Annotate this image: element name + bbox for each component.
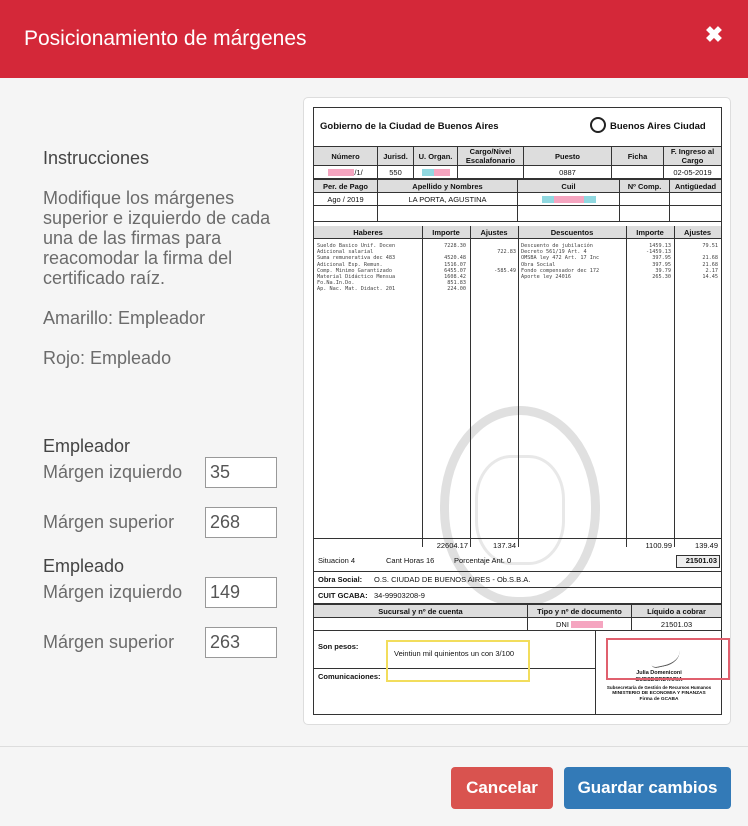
employer-section-title: Empleador xyxy=(43,436,131,456)
redaction-mark xyxy=(542,196,554,203)
unidad-cell xyxy=(414,166,458,179)
employee-top-margin-input[interactable] xyxy=(205,627,277,658)
legend-employer: Amarillo: Empleador xyxy=(43,308,206,328)
certificate-preview xyxy=(303,97,731,725)
employee-left-label: Márgen izquierdo xyxy=(43,582,183,602)
employer-left-margin-input[interactable] xyxy=(205,457,277,488)
instructions-text: Modifique los márgenes superior e izquierdo de cada una de las firmas para reacomodar la firma del certificado raíz. xyxy=(43,188,271,288)
redaction-mark xyxy=(571,621,603,628)
payment-info-table: Per. de Pago Apellido y Nombres Cuil Nº Comp. Antigüedad Ago / 2019 LA PORTA, AGUSTINA xyxy=(313,179,722,222)
dni-cell: DNI xyxy=(528,618,632,631)
legend-employee: Rojo: Empleado xyxy=(43,348,172,368)
employee-section-title: Empleado xyxy=(43,556,125,576)
payment-account-table: Sucursal y nº de cuenta Tipo y nº de documento Líquido a cobrar DNI 21501.03 xyxy=(313,604,722,631)
earnings-list: Sueldo Basico Unif. Docen Adicional salarial Suma remunerativa dec 483 Adicional Esp. Remun. Comp. Minimo Garantizado Material Didáctico Mensua Fo.Na.In.Do. Ap. Nac. Mat. Didact. 201 xyxy=(317,243,396,293)
employee-signature-box[interactable] xyxy=(606,638,730,680)
deductions-amounts: 1459.13 -1459.13 397.95 397.95 39.79 265.30 xyxy=(646,243,671,281)
redaction-mark xyxy=(422,169,434,176)
close-icon[interactable]: ✖ xyxy=(704,22,724,47)
totals-row: 22604.17 137.34 1100.99 139.49 xyxy=(314,538,721,552)
brand-name: Buenos Aires Ciudad xyxy=(610,121,706,132)
earnings-deductions-area: Haberes Importe Ajustes Descuentos Importe Ajustes Sueldo Basico Unif. Docen Adicional salarial Suma remunerativa dec 483 Adicional Esp. Remun. Comp. Minimo Garantizado Material Didáctico Mensua Fo.Na.In.Do. Ap. Nac. Mat. Didact. 201 7228.30 4520.48 1516.07 6455.07 1608.42 851.83 224.00 722.83 -585.49 Descuento de jubilación Decreto 561/19 Art. 4 OMSBA ley 472 Art. 17 Inc Obra Social Fondo compensador dec 172 Aporte ley 24016 1459.13 -1459.13 397.95 397.95 39.79 265.30 79.51 21.68 21.68 2.17 14.45 xyxy=(314,226,721,536)
employee-top-label: Márgen superior xyxy=(43,632,175,652)
redaction-mark xyxy=(554,196,584,203)
earnings-adjustments: 722.83 -585.49 xyxy=(494,249,516,274)
document-header xyxy=(314,108,721,146)
net-amount: 21501.03 xyxy=(676,555,720,568)
redaction-mark xyxy=(434,169,450,176)
employer-left-label: Márgen izquierdo xyxy=(43,462,183,482)
payslip-document: Gobierno de la Ciudad de Buenos Aires Buenos Aires Ciudad Número Jurisd. U. Organ. Cargo/Nivel Escalafonario Puesto Ficha F. Ingreso al Cargo /1/ 550 0887 02-05-2019 Per. de Pago Apellido y Nombres Cuil Nº Comp. Antigüedad Ago / 2019 LA PORTA, AGUSTINA Haberes Importe Ajustes Descuentos Importe Ajustes Sueldo Basico Unif. Docen Adicional salarial Suma remunerativa dec 483 Adicional Esp. Remun. Comp. Minimo Garantizado Material Didáctico Mensua Fo.Na.In.Do. Ap. Nac. Mat. Didact. 201 7228.30 4520.48 1516.07 6455.07 1608.42 851.83 224.00 722.83 -585.49 Descuento de jubilación Decreto 561/19 Art. 4 OMSBA ley 472 Art. 17 Inc Obra Social Fondo compensador dec 172 Aporte ley 24016 1459.13 -1459.13 397.95 397.95 39.79 265.30 79.51 21.68 21.68 2.17 14.45 22604.17 137.34 1100.99 139.49 Situacion 4 Cant Horas 16 Porcentaje Ant. 0 21501.03 Obra Social: O.S. CIUDAD DE BUENOS AIRES - Ob.S.B.A. CUIT GCABA: 34-99903208-9 Sucursal y nº de cuenta Tipo y nº de documento Líquido a cobrar DNI 21501.03 Son pesos: Veintiun mil quinientos un con 3/100 Comunicaciones: Julia Domeniconi SUBSECRETARIA Subsecretaría de Gestión de Recursos Humanos MINISTERIO DE ECONOMIA Y FINANZAS Firma de GCABA xyxy=(313,107,722,715)
numero-cell: /1/ xyxy=(314,166,378,179)
employer-top-label: Márgen superior xyxy=(43,512,175,532)
redaction-mark xyxy=(328,169,354,176)
redaction-mark xyxy=(584,196,596,203)
deductions-list: Descuento de jubilación Decreto 561/19 Art. 4 OMSBA ley 472 Art. 17 Inc Obra Social Fondo compensador dec 172 Aporte ley 24016 xyxy=(521,243,600,281)
cancel-button[interactable]: Cancelar xyxy=(451,767,553,809)
employer-signature-box[interactable] xyxy=(386,640,530,682)
government-name: Gobierno de la Ciudad de Buenos Aires xyxy=(320,121,499,132)
ba-logo-icon xyxy=(590,117,606,133)
deductions-adjustments: 79.51 21.68 21.68 2.17 14.45 xyxy=(702,243,718,281)
save-changes-button[interactable]: Guardar cambios xyxy=(564,767,731,809)
modal-title: Posicionamiento de márgenes xyxy=(24,27,307,50)
earnings-amounts: 7228.30 4520.48 1516.07 6455.07 1608.42 851.83 224.00 xyxy=(444,243,466,293)
employer-top-margin-input[interactable] xyxy=(205,507,277,538)
employee-left-margin-input[interactable] xyxy=(205,577,277,608)
employee-info-table: Número Jurisd. U. Organ. Cargo/Nivel Escalafonario Puesto Ficha F. Ingreso al Cargo /1/ 550 0887 02-05-2019 xyxy=(313,146,722,179)
footer-divider xyxy=(0,746,748,747)
instructions-title: Instrucciones xyxy=(43,148,150,168)
cuil-cell xyxy=(518,193,620,206)
modal-header xyxy=(0,0,748,78)
